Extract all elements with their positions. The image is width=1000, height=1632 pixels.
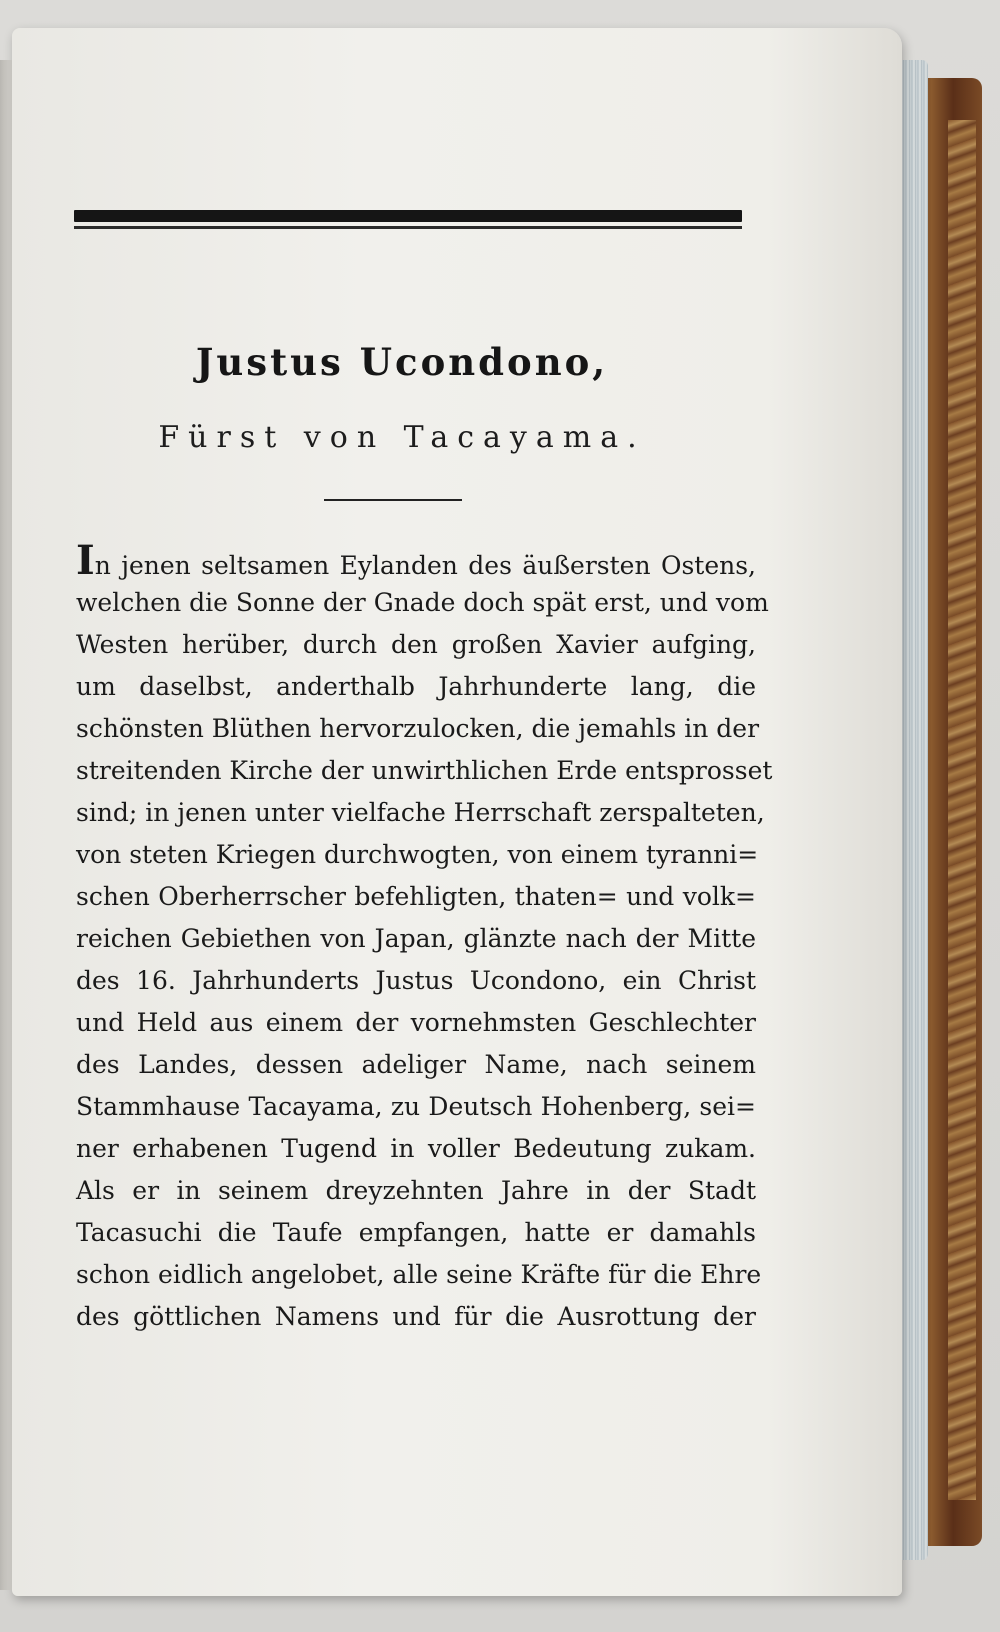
book-page	[12, 28, 902, 1596]
body-paragraph	[76, 537, 773, 1338]
title-divider	[324, 499, 462, 501]
text-line: und Held aus einem der vornehmsten Geschlechter	[76, 1008, 756, 1037]
bleed-through-marks	[342, 128, 442, 168]
text-line: schen Oberherrscher befehligten, thaten= und volk=	[76, 882, 756, 911]
chapter-subtitle: Fürst von Tacayama.	[158, 420, 646, 455]
text-line: schönsten Blüthen hervorzulocken, die jemahls in der	[76, 714, 760, 743]
text-line: des göttlichen Namens und für die Ausrottung der	[76, 1302, 756, 1331]
text-line: des 16. Jahrhunderts Justus Ucondono, ein Christ	[76, 966, 756, 995]
chapter-title: Justus Ucondono,	[195, 340, 609, 384]
text-line: Als er in seinem dreyzehnten Jahre in der Stadt	[76, 1176, 756, 1205]
text-line: Stammhause Tacayama, zu Deutsch Hohenberg, sei=	[76, 1092, 756, 1121]
text-line: sind; in jenen unter vielfache Herrschaft zerspalteten,	[76, 798, 765, 827]
text-line: um daselbst, anderthalb Jahrhunderte lang, die	[76, 672, 756, 701]
header-rule-thin	[74, 226, 742, 229]
text-line: welchen die Sonne der Gnade doch spät erst, und vom	[76, 588, 769, 617]
header-rule-thick	[74, 210, 742, 222]
marbled-cover-edge	[948, 120, 976, 1500]
text-line: von steten Kriegen durchwogten, von einem tyranni=	[76, 840, 759, 869]
header-rule	[74, 210, 742, 229]
text-line: streitenden Kirche der unwirthlichen Erde entsprosset	[76, 756, 773, 785]
text-line: Westen herüber, durch den großen Xavier aufging,	[76, 630, 756, 659]
text-line: schon eidlich angelobet, alle seine Kräfte für die Ehre	[76, 1260, 762, 1289]
text-line: Tacasuchi die Taufe empfangen, hatte er damahls	[76, 1218, 756, 1247]
text-line: ner erhabenen Tugend in voller Bedeutung zukam.	[76, 1134, 756, 1163]
text-line: reichen Gebiethen von Japan, glänzte nach der Mitte	[76, 924, 756, 953]
text-line: des Landes, dessen adeliger Name, nach seinem	[76, 1050, 756, 1079]
text-line: In jenen seltsamen Eylanden des äußersten Ostens,	[76, 537, 756, 584]
